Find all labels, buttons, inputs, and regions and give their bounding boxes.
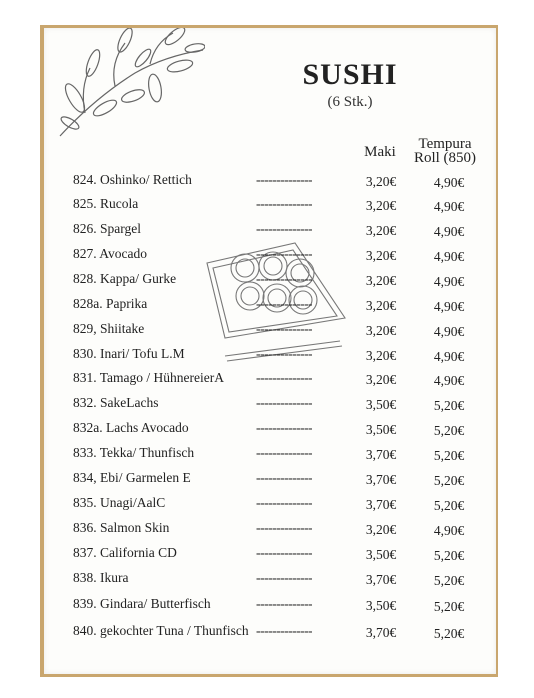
menu-item-leader: -------------- <box>256 570 312 585</box>
menu-item-price-maki: 3,50€ <box>365 397 397 412</box>
menu-item-price-maki: 3,20€ <box>365 323 397 338</box>
menu-item-leader: -------------- <box>256 370 312 385</box>
menu-item-price-maki: 3,20€ <box>365 273 397 288</box>
menu-item-leader: -------------- <box>256 221 312 236</box>
column-header-maki: Maki <box>364 144 396 160</box>
menu-item-leader: -------------- <box>256 172 312 187</box>
menu-item-name: 825. Rucola <box>73 196 139 211</box>
menu-item-price-tempura: 5,20€ <box>433 398 465 413</box>
menu-item-name: 827. Avocado <box>73 246 147 261</box>
menu-item-price-maki: 3,50€ <box>365 422 397 437</box>
menu-item-name: 839. Gindara/ Butterfisch <box>73 596 211 611</box>
menu-item-row <box>0 623 534 647</box>
menu-title: SUSHI <box>302 58 398 91</box>
menu-item-row <box>0 196 534 220</box>
menu-subtitle: (6 Stk.) <box>327 94 373 110</box>
menu-item-row <box>0 395 534 419</box>
menu-item-price-tempura: 5,20€ <box>433 473 465 488</box>
menu-item-name: 831. Tamago / HühnereierA <box>73 370 225 385</box>
menu-item-row <box>0 296 534 320</box>
menu-item-leader: -------------- <box>256 346 312 361</box>
menu-item-name: 838. Ikura <box>73 570 129 585</box>
menu-item-price-maki: 3,50€ <box>365 598 397 613</box>
menu-item-leader: -------------- <box>256 520 312 535</box>
menu-item-price-maki: 3,20€ <box>365 348 397 363</box>
menu-item-price-tempura: 5,20€ <box>433 448 465 463</box>
menu-item-price-maki: 3,70€ <box>365 572 397 587</box>
menu-item-price-tempura: 4,90€ <box>433 224 465 239</box>
menu-item-price-tempura: 4,90€ <box>433 249 465 264</box>
menu-item-price-maki: 3,70€ <box>365 447 397 462</box>
menu-item-price-tempura: 5,20€ <box>433 626 465 641</box>
menu-item-price-tempura: 4,90€ <box>433 523 465 538</box>
menu-item-row <box>0 495 534 519</box>
menu-item-row <box>0 545 534 569</box>
menu-item-row <box>0 520 534 544</box>
menu-item-price-maki: 3,20€ <box>365 298 397 313</box>
menu-item-price-tempura: 5,20€ <box>433 548 465 563</box>
menu-item-leader: -------------- <box>256 271 312 286</box>
leaf-branch-icon <box>55 28 205 138</box>
menu-item-price-tempura: 4,90€ <box>433 349 465 364</box>
menu-item-price-maki: 3,70€ <box>365 497 397 512</box>
menu-item-row <box>0 172 534 196</box>
menu-item-leader: -------------- <box>256 545 312 560</box>
menu-item-name: 828. Kappa/ Gurke <box>73 271 177 286</box>
menu-item-name: 836. Salmon Skin <box>73 520 170 535</box>
menu-item-row <box>0 445 534 469</box>
menu-item-row <box>0 420 534 444</box>
menu-item-name: 830. Inari/ Tofu L.M <box>73 346 185 361</box>
menu-item-price-tempura: 5,20€ <box>433 498 465 513</box>
menu-item-name: 829, Shiitake <box>73 321 145 336</box>
menu-item-row <box>0 570 534 594</box>
menu-item-name: 835. Unagi/AalC <box>73 495 166 510</box>
column-header-tempura-line1: Tempura <box>418 136 472 152</box>
menu-item-leader: -------------- <box>256 321 312 336</box>
menu-item-name: 832a. Lachs Avocado <box>73 420 189 435</box>
menu-item-row <box>0 346 534 370</box>
menu-item-name: 834, Ebi/ Garmelen E <box>73 470 191 485</box>
menu-item-price-maki: 3,70€ <box>365 625 397 640</box>
menu-item-price-maki: 3,20€ <box>365 174 397 189</box>
menu-item-leader: -------------- <box>256 596 312 611</box>
menu-item-price-maki: 3,50€ <box>365 547 397 562</box>
menu-item-leader: -------------- <box>256 420 312 435</box>
menu-item-price-maki: 3,20€ <box>365 198 397 213</box>
menu-item-leader: -------------- <box>256 495 312 510</box>
menu-item-leader: -------------- <box>256 470 312 485</box>
menu-item-name: 833. Tekka/ Thunfisch <box>73 445 195 460</box>
menu-item-leader: -------------- <box>256 445 312 460</box>
menu-item-price-maki: 3,20€ <box>365 223 397 238</box>
menu-item-leader: -------------- <box>256 196 312 211</box>
menu-item-row <box>0 470 534 494</box>
menu-item-name: 824. Oshinko/ Rettich <box>73 172 192 187</box>
menu-item-name: 832. SakeLachs <box>73 395 159 410</box>
menu-item-name: 828a. Paprika <box>73 296 148 311</box>
menu-item-row <box>0 246 534 270</box>
menu-item-price-tempura: 4,90€ <box>433 199 465 214</box>
menu-item-price-maki: 3,70€ <box>365 472 397 487</box>
menu-item-price-tempura: 4,90€ <box>433 373 465 388</box>
menu-item-leader: -------------- <box>256 395 312 410</box>
menu-item-leader: -------------- <box>256 296 312 311</box>
menu-item-price-maki: 3,20€ <box>365 372 397 387</box>
menu-item-name: 837. California CD <box>73 545 177 560</box>
menu-item-name: 826. Spargel <box>73 221 141 236</box>
menu-item-name: 840. gekochter Tuna / Thunfisch <box>73 623 249 638</box>
menu-item-price-tempura: 5,20€ <box>433 599 465 614</box>
menu-item-price-tempura: 5,20€ <box>433 573 465 588</box>
menu-item-price-maki: 3,20€ <box>365 248 397 263</box>
menu-item-price-tempura: 4,90€ <box>433 324 465 339</box>
menu-item-price-maki: 3,20€ <box>365 522 397 537</box>
menu-item-row <box>0 221 534 245</box>
menu-item-row <box>0 321 534 345</box>
menu-item-row <box>0 596 534 620</box>
menu-item-leader: -------------- <box>256 623 312 638</box>
menu-item-row <box>0 370 534 394</box>
menu-item-price-tempura: 4,90€ <box>433 175 465 190</box>
menu-item-price-tempura: 4,90€ <box>433 274 465 289</box>
menu-item-price-tempura: 4,90€ <box>433 299 465 314</box>
column-header-tempura-line2: Roll (850) <box>413 150 477 166</box>
menu-item-leader: -------------- <box>256 246 312 261</box>
column-header-tempura <box>406 137 484 165</box>
menu-item-price-tempura: 5,20€ <box>433 423 465 438</box>
menu-item-row <box>0 271 534 295</box>
